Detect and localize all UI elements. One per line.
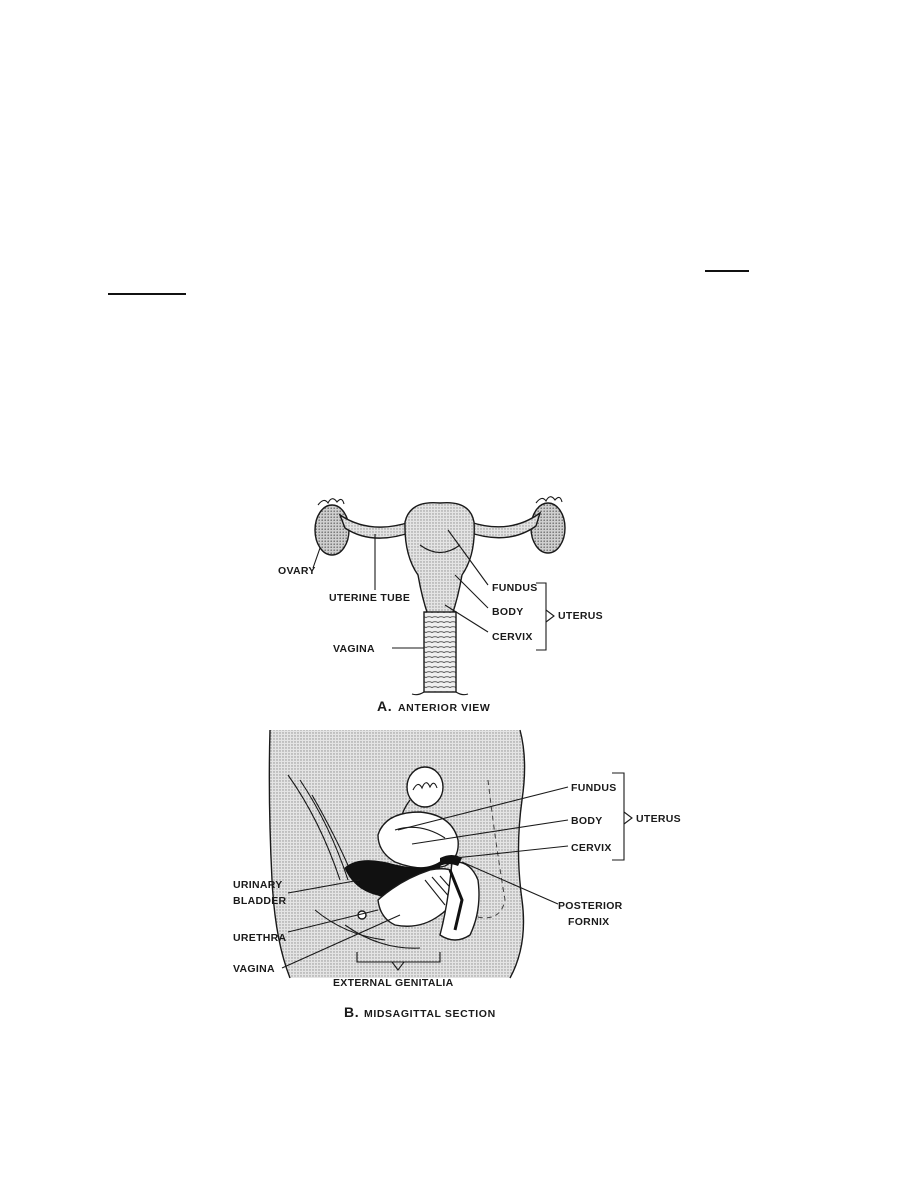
right-uterine-tube-shape xyxy=(468,513,540,538)
label-external-genitalia: EXTERNAL GENITALIA xyxy=(333,977,454,989)
label-uterus-b: UTERUS xyxy=(636,813,681,825)
label-urinary: URINARY xyxy=(233,879,283,891)
caption-letter-b: B. xyxy=(344,1004,360,1020)
label-uterus-a: UTERUS xyxy=(558,610,603,622)
label-cervix-a: CERVIX xyxy=(492,631,533,643)
label-fornix: FORNIX xyxy=(568,916,610,928)
caption-letter-a: A. xyxy=(377,698,393,714)
caption-anterior-view: ANTERIOR VIEW xyxy=(398,702,491,714)
figure-b-midsagittal-section xyxy=(233,730,681,1020)
label-bladder: BLADDER xyxy=(233,895,287,907)
label-fundus-b: FUNDUS xyxy=(571,782,617,794)
caption-midsagittal-section: MIDSAGITTAL SECTION xyxy=(364,1008,496,1020)
label-urethra: URETHRA xyxy=(233,932,287,944)
label-ovary: OVARY xyxy=(278,565,316,577)
label-body-b: BODY xyxy=(571,815,603,827)
vagina-shape xyxy=(412,612,468,695)
label-fundus-a: FUNDUS xyxy=(492,582,538,594)
label-uterine-tube: UTERINE TUBE xyxy=(329,592,411,604)
uterus-shape xyxy=(405,503,474,615)
label-posterior: POSTERIOR xyxy=(558,900,623,912)
figure-a-anterior-view xyxy=(278,497,603,714)
label-vagina-b: VAGINA xyxy=(233,963,275,975)
label-body-a: BODY xyxy=(492,606,524,618)
left-uterine-tube-shape xyxy=(340,515,412,538)
label-vagina-a: VAGINA xyxy=(333,643,375,655)
label-cervix-b: CERVIX xyxy=(571,842,612,854)
